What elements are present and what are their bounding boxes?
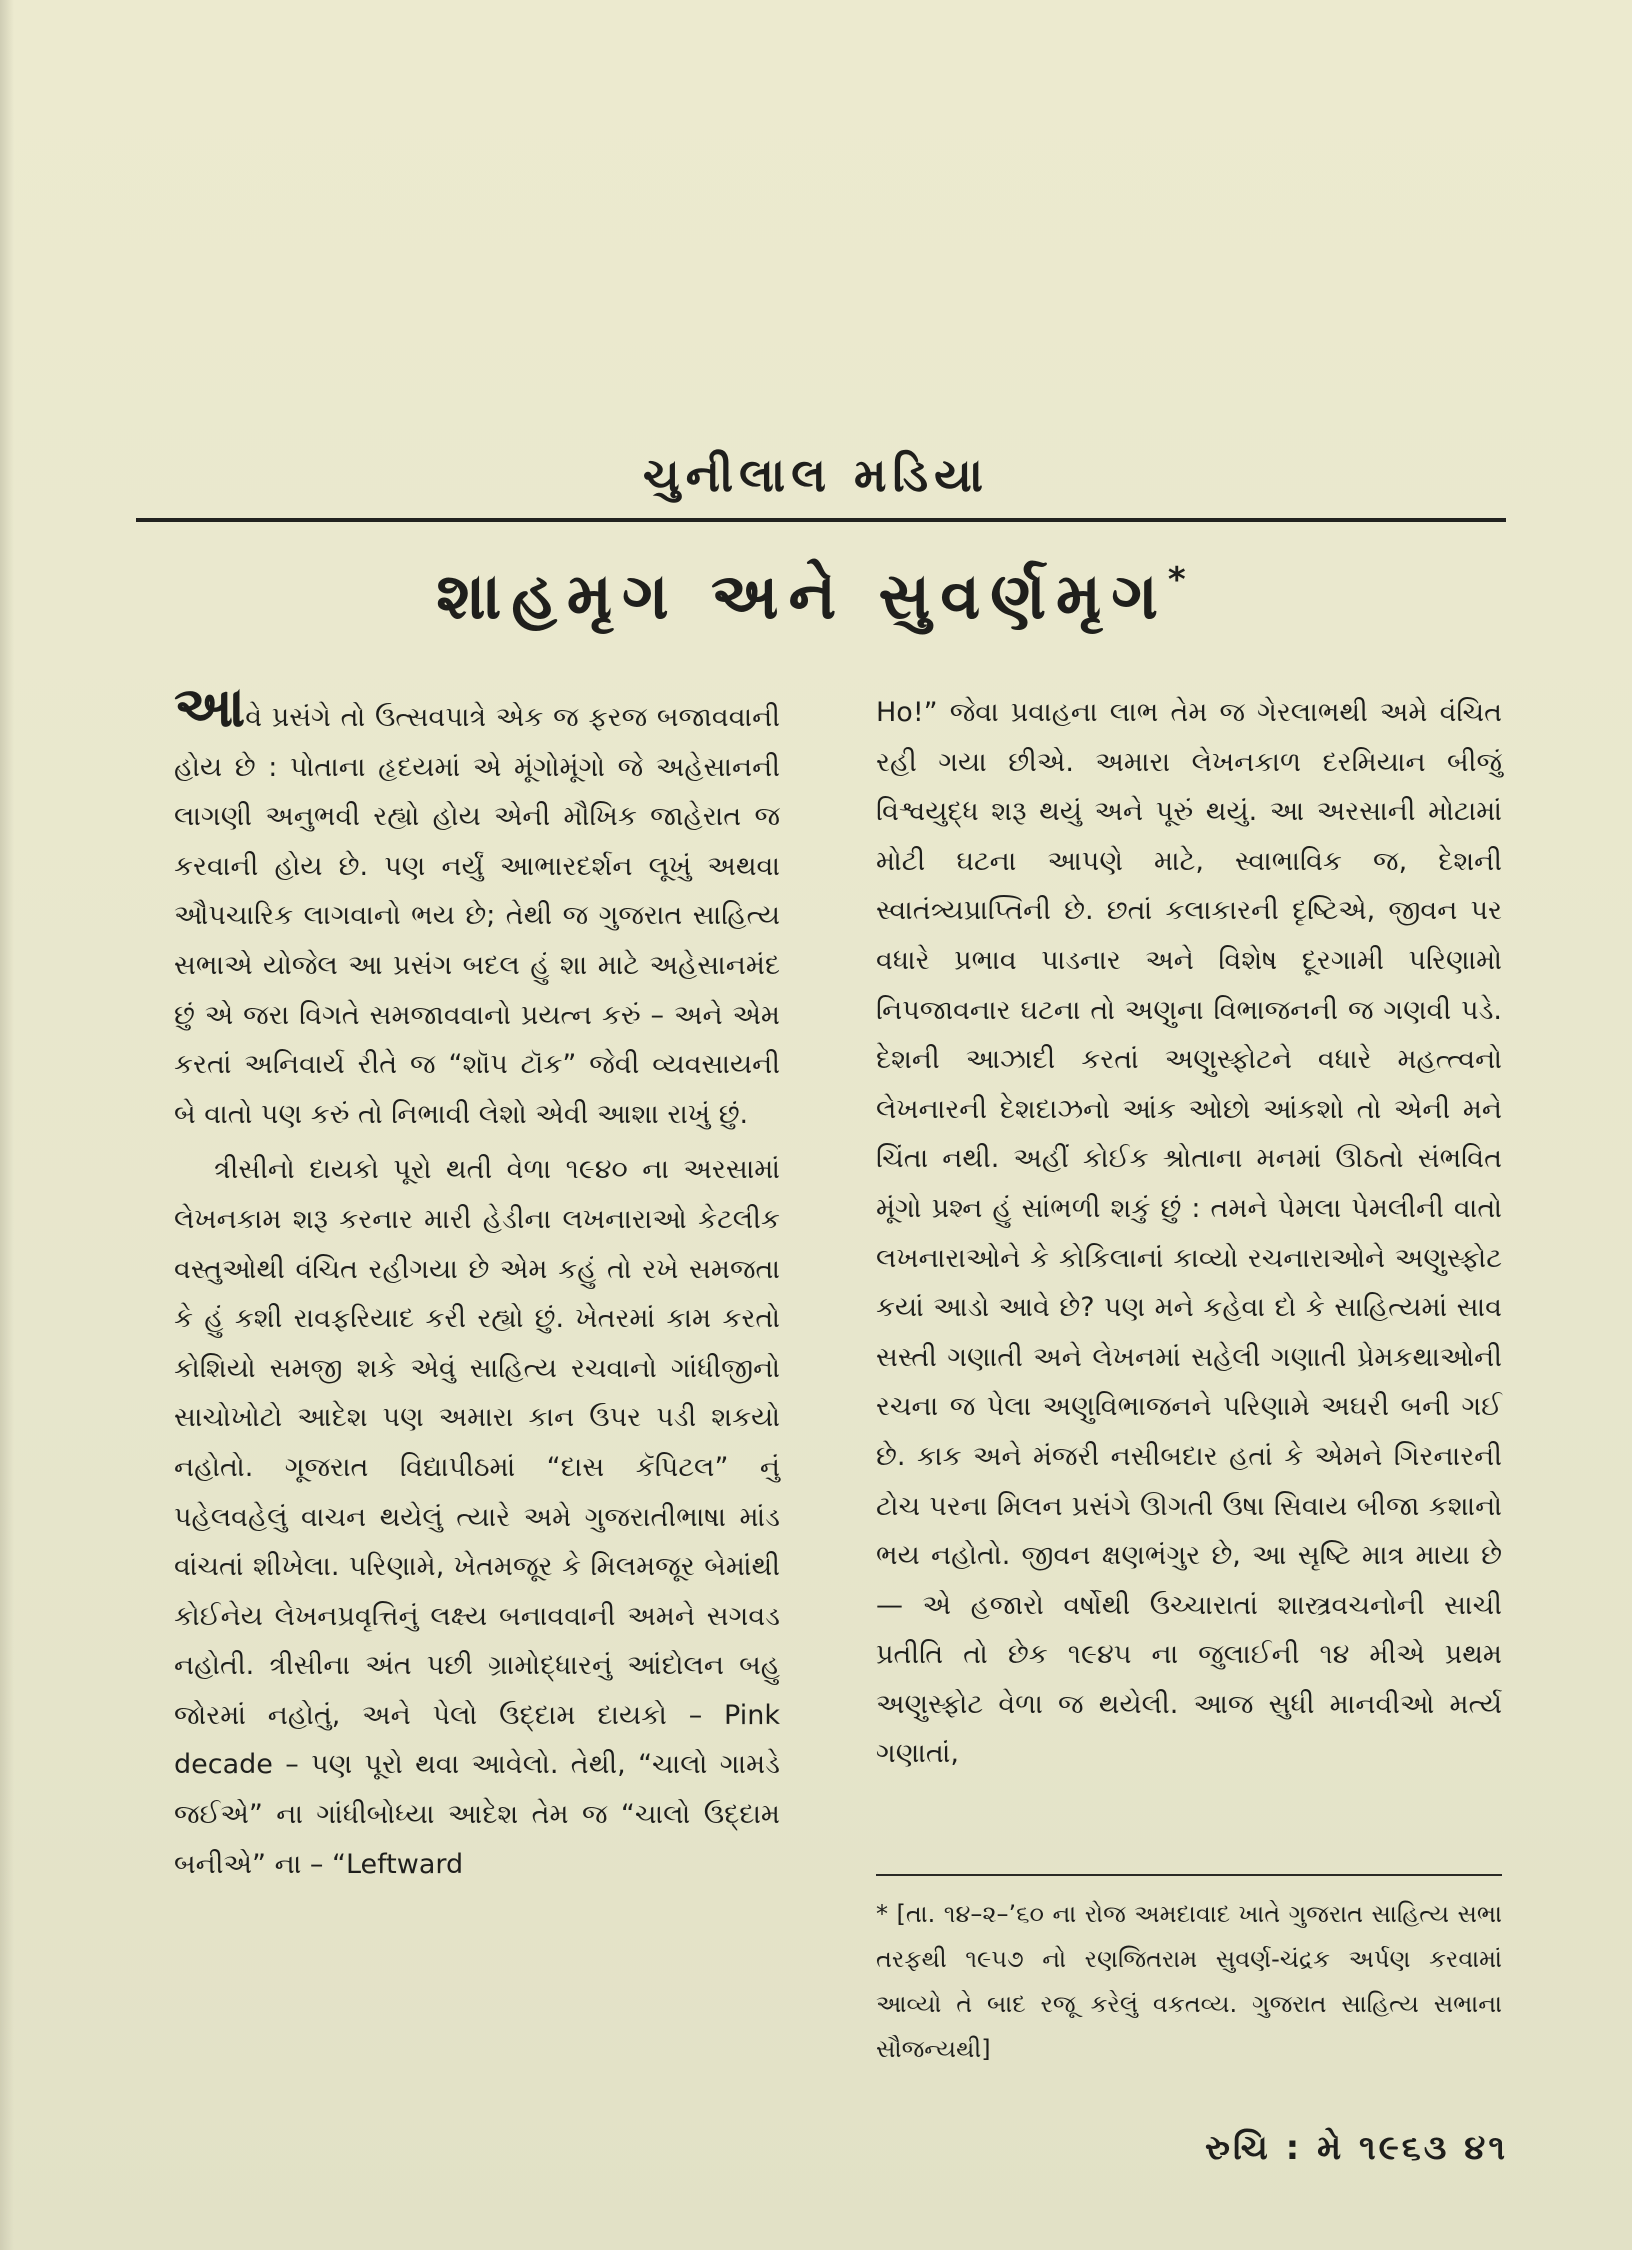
title-footnote-mark: * [1167,560,1196,600]
author-name: ચુનીલાલ મડિયા [642,448,990,502]
right-paragraph-1: Ho!” જેવા પ્રવાહના લાભ તેમ જ ગેરલાભથી અમે વંચિત રહી ગયા છીએ. અમારા લેખનકાળ દરમિયાન બીજું વિશ્વયુદ્ધ શરૂ થયું અને પૂરું થયું. આ અરસાની મોટામાં મોટી ઘટના આપણે માટે, સ્વાભાવિક જ, દેશની સ્વાતંત્ર્યપ્રાપ્તિની છે. છતાં કલાકારની દૃષ્ટિએ, જીવન પર વધારે પ્રભાવ પાડનાર અને વિશેષ દૂરગામી પરિણામો નિપજાવનાર ઘટના તો અણુના વિભાજનની જ ગણવી પડે. દેશની આઝાદી કરતાં અણુસ્ફોટને વધારે મહત્ત્વનો લેખનારની દેશદાઝનો આંક ઓછો આંકશો તો એની મને ચિંતા નથી. અહીં કોઈક શ્રોતાના મનમાં ઊઠતો સંભવિત મૂંગો પ્રશ્ન હું સાંભળી શકું છું : તમને પેમલા પેમલીની વાતો લખનારાઓને કે કોકિલાનાં કાવ્યો રચનારાઓને અણુસ્ફોટ કયાં આડો આવે છે? પણ મને કહેવા દો કે સાહિત્યમાં સાવ સસ્તી ગણાતી અને લેખનમાં સહેલી ગણાતી પ્રેમકથાઓની રચના જ પેલા અણુવિભાજનને પરિણામે અઘરી બની ગઈ છે. કાક અને મંજરી નસીબદાર હતાં કે એમને ગિરનારની ટોચ પરના મિલન પ્રસંગે ઊગતી ઉષા સિવાય બીજા કશાનો ભય નહોતો. જીવન ક્ષણભંગુર છે, આ સૃષ્ટિ માત્ર માયા છે — એ હજારો વર્ષોથી ઉચ્ચારાતાં શાસ્ત્રવચનોની સાચી પ્રતીતિ તો છેક ૧૯૪૫ ના જુલાઈની ૧૪ મીએ પ્રથમ અણુસ્ફોટ વેળા જ થયેલી. આજ સુધી માનવીઓ મર્ત્ય ગણાતાં, [876,697,1502,1770]
article-title-text: શાહમૃગ અને સુવર્ણમૃગ [436,560,1168,634]
left-paragraph-1-text: વે પ્રસંગે તો ઉત્સવપાત્રે એક જ ફરજ બજાવવાની હોય છે : પોતાના હૃદયમાં એ મૂંગોમૂંગો જે અહેસાનની લાગણી અનુભવી રહ્યો હોય એની મૌખિક જાહેરાત જ કરવાની હોય છે. પણ નર્યું આભારદર્શન લૂખું અથવા ઔપચારિક લાગવાનો ભય છે; તેથી જ ગુજરાત સાહિત્ય સભાએ યોજેલ આ પ્રસંગ બદલ હું શા માટે અહેસાનમંદ છું એ જરા વિગતે સમજાવવાનો પ્રયત્ન કરું – અને એમ કરતાં અનિવાર્ય રીતે જ “શૉપ ટૉક” જેવી વ્યવસાયની બે વાતો પણ કરું તો નિભાવી લેશો એવી આશા રાખું છું. [174,702,780,1130]
footnote-rule [876,1874,1502,1876]
header-rule [136,518,1506,522]
right-column [876,688,1502,1779]
footnote: * [તા. ૧૪–૨–’૬૦ ના રોજ અમદાવાદ ખાતે ગુજરાત સાહિત્ય સભા તરફથી ૧૯૫૭ નો રણજિતરામ સુવર્ણ-ચંદ્રક અર્પણ કરવામાં આવ્યો તે બાદ રજૂ કરેલું વકતવ્ય. ગુજરાત સાહિત્ય સભાના સૌજન્યથી] [876,1900,1502,2063]
page-edge-shadow [0,0,14,2250]
left-column [174,675,780,1889]
left-paragraph-1 [174,675,780,1139]
page-footer: રુચિ : મે ૧૯૬૩ ૪૧ [1205,2128,1508,2168]
drop-cap: આ [174,675,246,740]
article-title [0,560,1632,634]
left-paragraph-2: ત્રીસીનો દાયકો પૂરો થતી વેળા ૧૯૪૦ ના અરસામાં લેખનકામ શરૂ કરનાર મારી હેડીના લખનારાઓ કેટલીક વસ્તુઓથી વંચિત રહીગયા છે એમ કહું તો રખે સમજતા કે હું કશી રાવફરિયાદ કરી રહ્યો છું. ખેતરમાં કામ કરતો કોશિયો સમજી શકે એવું સાહિત્ય રચવાનો ગાંધીજીનો સાચોખોટો આદેશ પણ અમારા કાન ઉપર પડી શકયો નહોતો. ગૂજરાત વિદ્યાપીઠમાં “દાસ કૅપિટલ” નું પહેલવહેલું વાચન થયેલું ત્યારે અમે ગુજરાતીભાષા માંડ વાંચતાં શીખેલા. પરિણામે, ખેતમજૂર કે મિલમજૂર બેમાંથી કોઈનેય લેખનપ્રવૃત્તિનું લક્ષ્ય બનાવવાની અમને સગવડ નહોતી. ત્રીસીના અંત પછી ગ્રામોદ્ધારનું આંદોલન બહુ જોરમાં નહોતું, અને પેલો ઉદ્દામ દાયકો – Pink decade – પણ પૂરો થવા આવેલો. તેથી, “ચાલો ગામડે જઈએ” ના ગાંધીબોધ્યા આદેશ તેમ જ “ચાલો ઉદ્દામ બનીએ” ના – “Leftward [174,1154,780,1880]
